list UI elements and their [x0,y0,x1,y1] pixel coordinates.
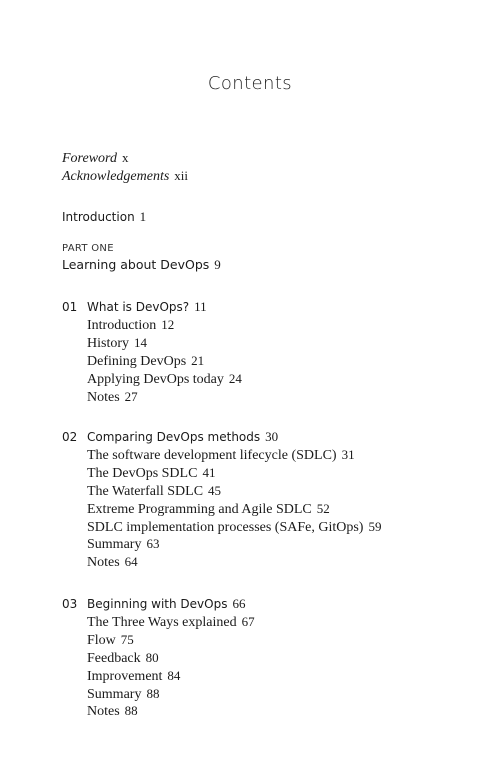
entry-title: Introduction [62,210,135,224]
page-number: 27 [124,388,138,404]
chapter-number: 02 [62,430,78,444]
page-number: 59 [368,518,382,534]
page-number: xii [174,168,189,183]
front-matter [62,149,480,185]
entry-title: Foreword [62,151,117,166]
entry-title: Feedback [87,650,141,666]
toc-entry[interactable] [87,482,490,500]
page-number: 66 [232,596,246,611]
entry-title: Notes [87,389,120,405]
chapter-heading[interactable] [62,595,490,613]
toc-entry-acknowledgements[interactable] [62,167,480,185]
page-number: 11 [194,299,207,314]
toc-entry[interactable] [87,334,490,352]
page-number: 24 [228,370,242,386]
toc-entry[interactable] [87,370,490,388]
entry-title: Acknowledgements [62,169,170,184]
entry-title: The Three Ways explained [87,615,237,630]
toc-entry[interactable] [87,553,490,571]
toc-entry[interactable] [87,388,490,406]
toc-entry[interactable] [87,667,490,685]
page-number: 41 [202,464,216,480]
entry-title: Defining DevOps [87,353,187,369]
entry-title: Notes [87,555,120,571]
toc-entry[interactable] [87,352,490,370]
chapter-title: Beginning with DevOps [87,597,228,611]
toc-entry[interactable] [87,500,490,518]
entry-title: The Waterfall SDLC [87,483,204,499]
page-number: 63 [146,536,160,552]
toc-entry[interactable] [87,446,490,464]
entry-title: Applying DevOps today [87,371,224,387]
page-number: 75 [120,631,134,647]
toc-entry[interactable] [87,702,490,720]
chapter-03 [62,595,490,720]
entry-title: The software development lifecycle (SDLC) [87,448,337,463]
toc-entry[interactable] [87,518,490,536]
page-number: 88 [146,685,160,701]
page-number: 21 [191,352,205,368]
page-number: 64 [124,554,138,570]
chapter-heading[interactable] [62,298,490,316]
page-number: 88 [124,703,138,719]
page-number: 12 [161,317,175,332]
page-number: 84 [167,667,181,683]
page-number: 30 [265,429,279,444]
part-heading[interactable] [62,243,480,273]
toc-entry[interactable] [87,685,490,703]
page-number: 1 [139,209,147,224]
toc-entry[interactable] [87,535,490,553]
page-number: 67 [241,614,255,629]
toc-entry[interactable] [87,613,490,631]
page-number: 52 [316,500,330,516]
page-number: x [121,150,129,165]
entry-title: Summary [87,686,142,702]
entry-title: History [87,335,129,351]
chapter-number: 03 [62,597,78,611]
page-number: 14 [134,334,147,350]
part-title: Learning about DevOps [62,257,210,272]
entry-title: SDLC implementation processes (SAFe, GitOps) [87,519,364,535]
chapter-heading[interactable] [62,428,490,446]
chapter-01 [62,298,490,405]
part-label: PART ONE [62,243,114,254]
page-number: 31 [341,447,355,462]
entry-title: Flow [87,632,116,648]
entry-title: Introduction [87,318,157,333]
entry-title: Summary [87,537,142,553]
toc-entry[interactable] [87,316,490,334]
entry-title: Extreme Programming and Agile SDLC [87,501,312,517]
chapter-title: What is DevOps? [87,300,190,314]
chapter-title: Comparing DevOps methods [87,430,261,444]
entry-title: Notes [87,704,120,720]
page-number: 80 [145,649,159,665]
toc-entry[interactable] [87,464,490,482]
toc-entry-introduction[interactable] [62,209,480,225]
page-number: 9 [214,257,221,272]
entry-title: The DevOps SDLC [87,465,198,481]
entry-title: Improvement [87,668,163,684]
chapter-number: 01 [62,300,78,314]
toc-entry[interactable] [87,631,490,649]
page-number: 45 [208,482,222,498]
page-title: Contents [207,73,293,94]
chapter-02 [62,428,490,571]
toc-entry-foreword[interactable] [62,149,480,167]
toc-entry[interactable] [87,649,490,667]
